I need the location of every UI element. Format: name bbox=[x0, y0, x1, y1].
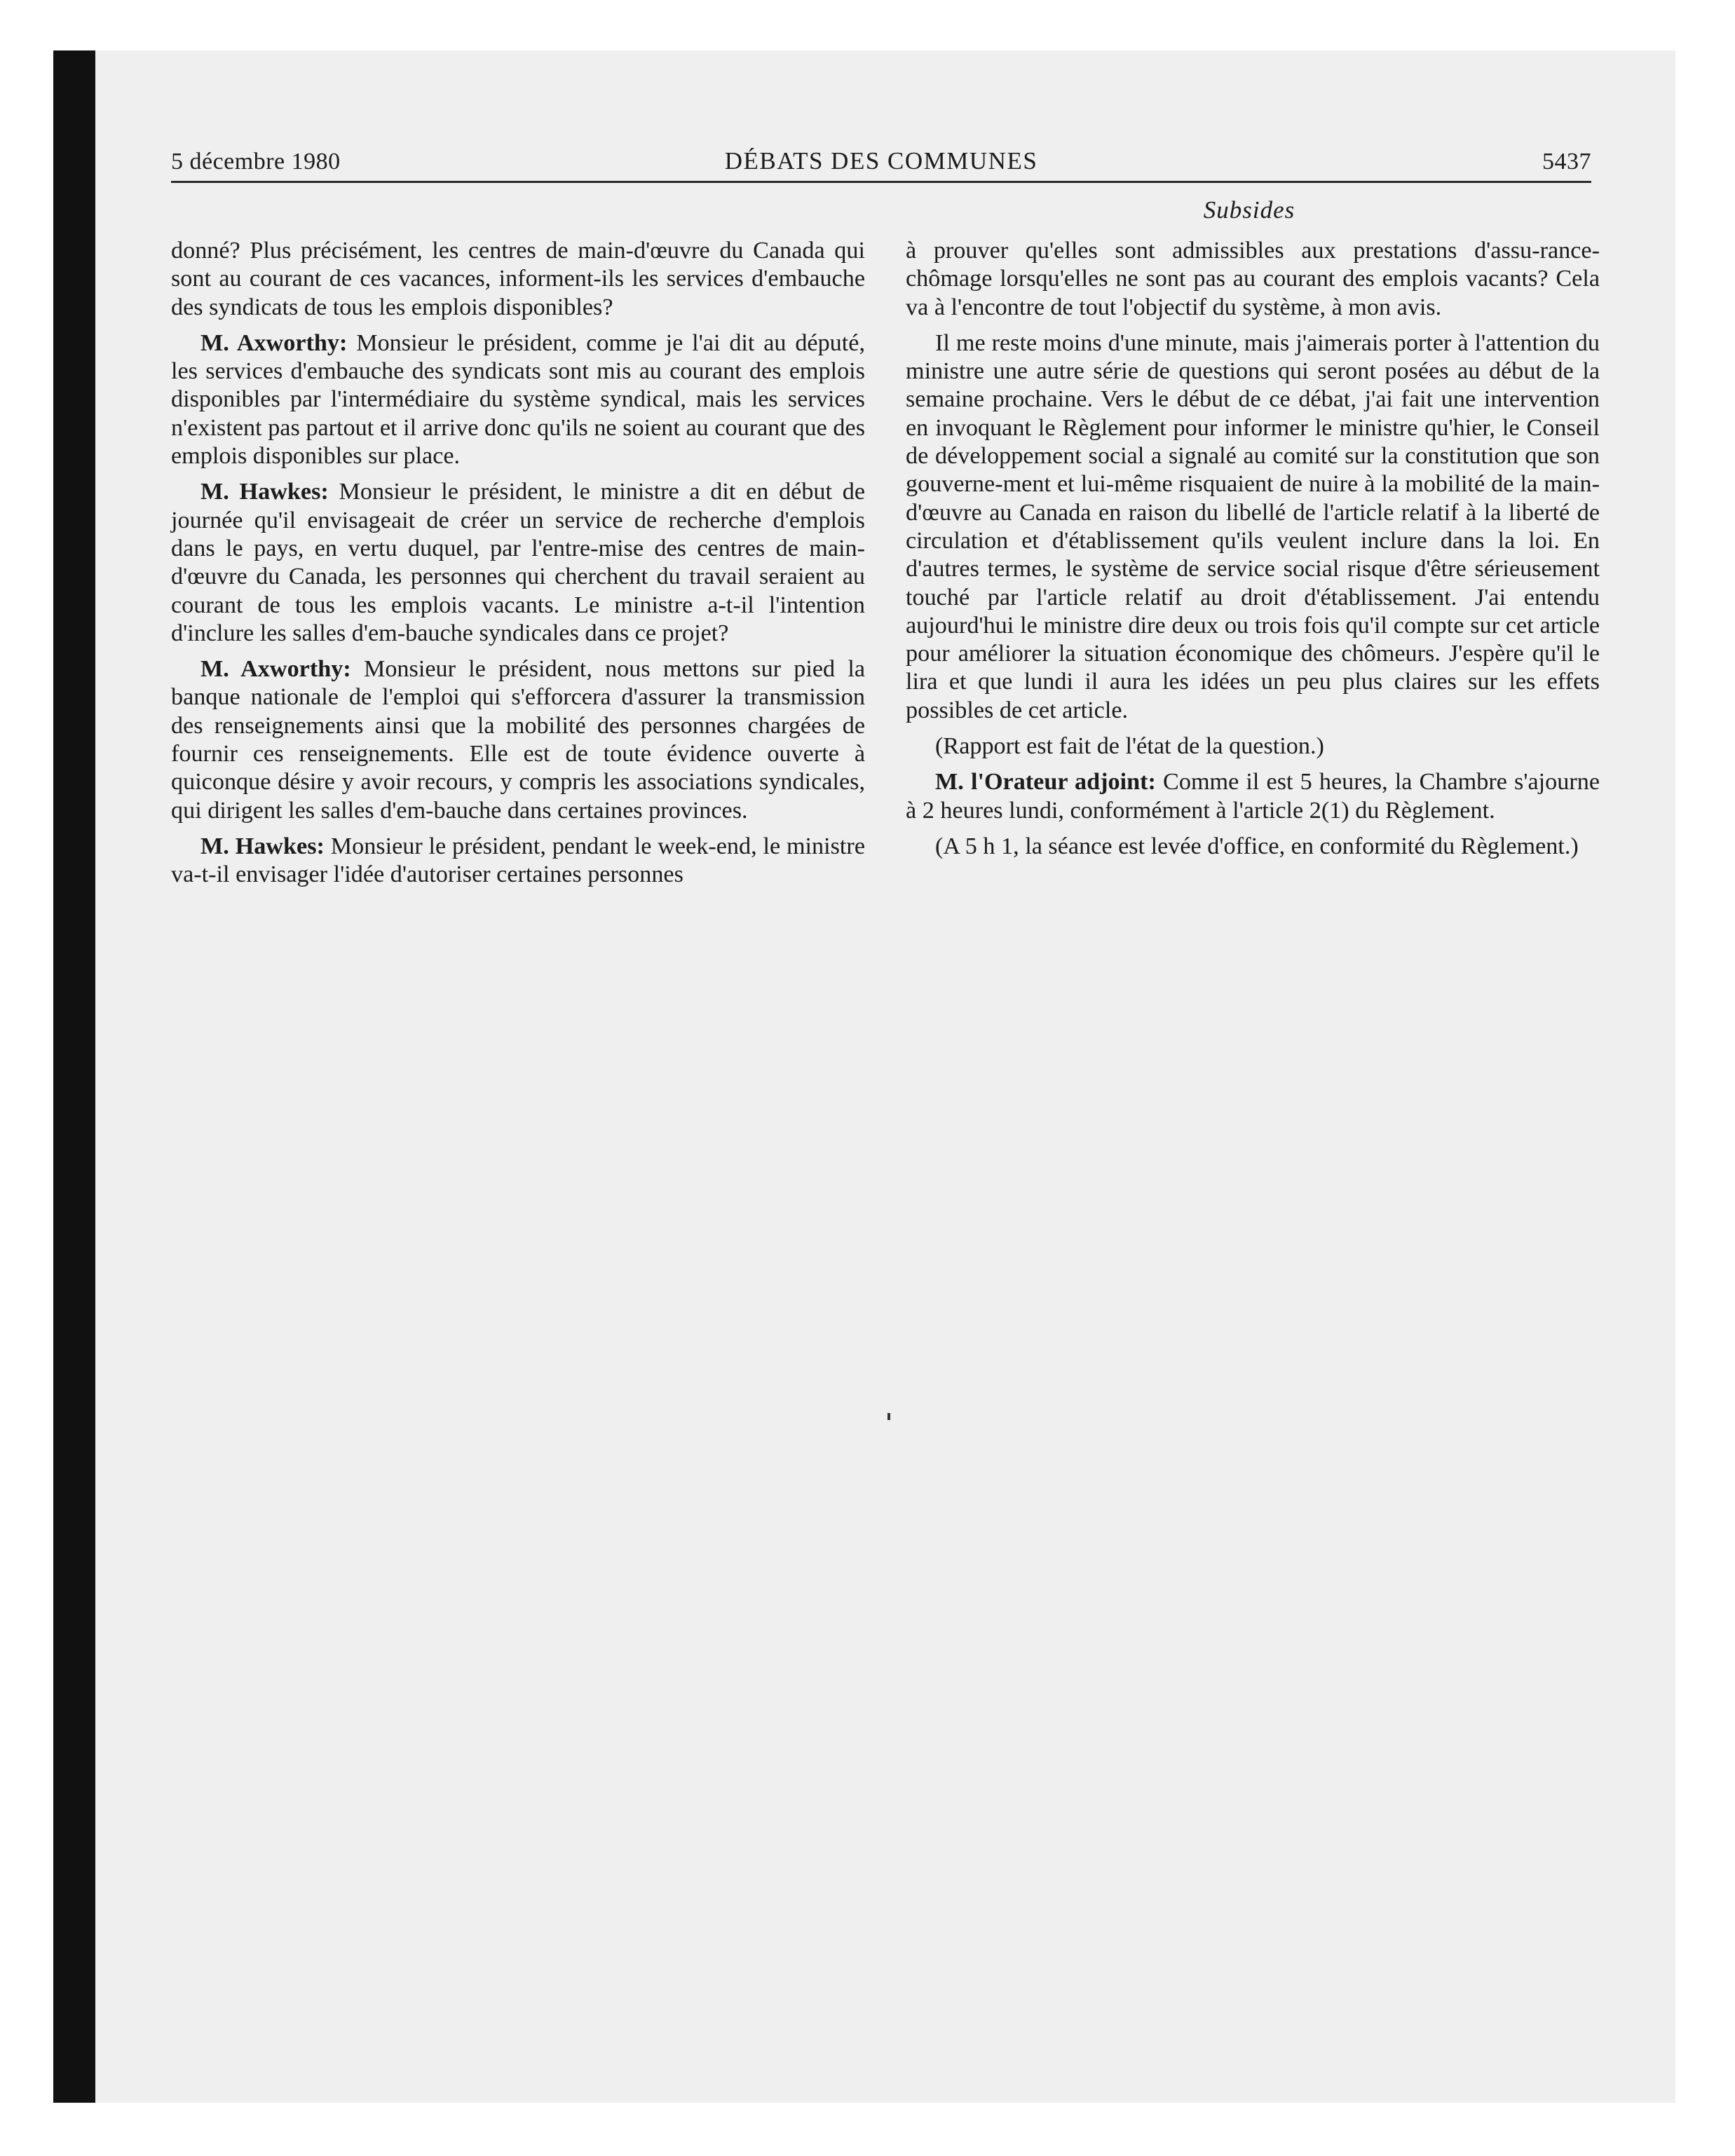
speech-text: Monsieur le président, comme je l'ai dit au député, les services d'embauche des syndicats sont mis au courant des emplois disponibles par l'intermédiaire du système syndical, mais les services n'existent pas partout et il arrive donc qu'ils ne soient au courant que des emplois disponibles sur place. bbox=[171, 329, 865, 470]
paragraph: (Rapport est fait de l'état de la question.) bbox=[935, 733, 1324, 760]
speaker-name: M. Hawkes: bbox=[200, 479, 329, 505]
speech-text: Comme il est 5 heures, la Chambre s'ajourne à 2 heures lundi, conformément à l'article 2(1) du Règlement. bbox=[906, 769, 1600, 824]
header-date: 5 décembre 1980 bbox=[171, 149, 341, 175]
header-page-number: 5437 bbox=[1542, 149, 1591, 175]
section-title: Subsides bbox=[1203, 196, 1295, 224]
paragraph bbox=[171, 833, 865, 889]
scan-binding-edge bbox=[53, 50, 95, 2103]
paragraph bbox=[171, 478, 865, 648]
speaker-name: M. Axworthy: bbox=[200, 329, 348, 356]
paragraph bbox=[906, 768, 1600, 825]
running-head bbox=[171, 140, 1591, 183]
paragraph: Il me reste moins d'une minute, mais j'aimerais porter à l'attention du ministre une autre série de questions qui seront posées au début de la semaine prochaine. Vers le début de ce débat, j'ai fait une intervention en invoquant le Règlement pour informer le ministre qu'hier, le Conseil de développement social a signalé au comité sur la constitution que son gouverne-ment et lui-même risquaient de nuire à la mobilité de la main-d'œuvre au Canada en raison du libellé de l'article relatif à la liberté de circulation et d'établissement qu'ils veulent inclure dans la loi. En d'autres termes, le système de service social risque d'être sérieusement touché par l'article relatif au droit d'établissement. J'ai entendu aujourd'hui le ministre dire deux ou trois fois qu'il compte sur cet article pour améliorer la situation économique des chômeurs. J'espère qu'il le lira et que lundi il aura les idées un peu plus claires sur les effets possibles de cet article. bbox=[906, 329, 1600, 723]
speech-text: Monsieur le président, nous mettons sur pied la banque nationale de l'emploi qui s'efforcera d'assurer la transmission des renseignements ainsi que la mobilité des personnes chargées de fournir ces renseignements. Elle est de toute évidence ouverte à quiconque désire y avoir recours, y compris les associations syndicales, qui dirigent les salles d'em-bauche dans certaines provinces. bbox=[171, 656, 866, 824]
paragraph: à prouver qu'elles sont admissibles aux prestations d'assu-rance-chômage lorsqu'elles ne sont pas au courant des emplois vacants? Cela va à l'encontre de tout l'objectif du système, à mon avis. bbox=[906, 238, 1600, 320]
right-column bbox=[906, 237, 1600, 868]
speaker-name: M. Hawkes: bbox=[200, 833, 325, 859]
speaker-name: M. l'Orateur adjoint: bbox=[935, 769, 1156, 796]
header-title: DÉBATS DES COMMUNES bbox=[724, 147, 1038, 175]
speech-text: Monsieur le président, pendant le week-end, le ministre va-t-il envisager l'idée d'autoriser certaines personnes bbox=[171, 833, 865, 888]
paragraph bbox=[171, 329, 865, 470]
speech-text: Monsieur le président, le ministre a dit en début de journée qu'il envisageait de créer un service de recherche d'emplois dans le pays, en vertu duquel, par l'entre-mise des centres de main-d'œuvre du Canada, les personnes qui cherchent du travail seraient au courant de tous les emplois vacants. Le ministre a-t-il l'intention d'inclure les salles d'em-bauche syndicales dans ce projet? bbox=[171, 479, 866, 646]
scan-speck bbox=[887, 1413, 890, 1420]
paragraph bbox=[171, 655, 865, 825]
speaker-name: M. Axworthy: bbox=[200, 656, 351, 683]
paragraph: donné? Plus précisément, les centres de main-d'œuvre du Canada qui sont au courant de ces vacances, informent-ils les services d'embauche des syndicats de tous les emplois disponibles? bbox=[171, 238, 865, 320]
left-column bbox=[171, 237, 865, 897]
paragraph: (A 5 h 1, la séance est levée d'office, en conformité du Règlement.) bbox=[935, 833, 1579, 859]
